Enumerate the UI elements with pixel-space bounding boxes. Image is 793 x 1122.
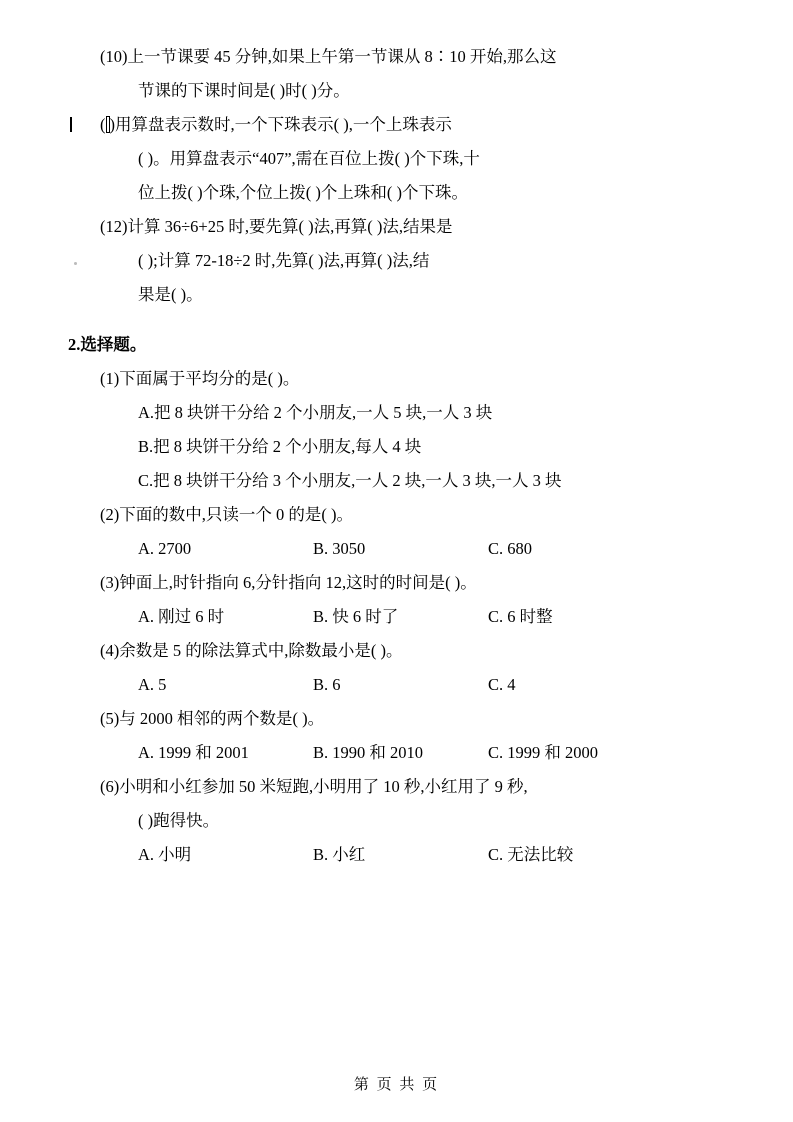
choice-item-6-label: (6) xyxy=(100,777,120,796)
choice-item-5-option-b[interactable]: B. 1990 和 2010 xyxy=(313,743,424,762)
choice-item-2-option-c[interactable]: C. 680 xyxy=(488,539,533,558)
choice-item-6 xyxy=(60,770,733,872)
choice-item-2-option-b[interactable]: B. 3050 xyxy=(313,539,366,558)
choice-item-6-option-c[interactable]: C. 无法比较 xyxy=(488,845,574,864)
choice-item-3 xyxy=(60,566,733,634)
choice-item-4-label: (4) xyxy=(100,641,120,660)
choice-item-4 xyxy=(60,634,733,702)
choice-item-2-option-a[interactable]: A. 2700 xyxy=(138,539,192,558)
section-title-text: 选择题。 xyxy=(80,335,147,354)
choice-item-1 xyxy=(60,362,733,498)
fill-item-12-label: (12) xyxy=(100,217,128,236)
choice-item-2-stem: 下面的数中,只读一个 0 的是( )。 xyxy=(119,505,353,524)
choice-item-2-options xyxy=(138,532,733,566)
fill-item-11-label: (11 ) xyxy=(32,115,115,134)
choice-item-5-option-a[interactable]: A. 1999 和 2001 xyxy=(138,743,249,762)
choice-item-1-label: (1) xyxy=(100,369,120,388)
fill-item-10-label: (10) xyxy=(100,47,128,66)
choice-item-3-option-c[interactable]: C. 6 时整 xyxy=(488,607,553,626)
choice-item-5-label: (5) xyxy=(100,709,120,728)
fill-item-12-line3: 果是( )。 xyxy=(138,285,203,304)
choice-item-4-option-c[interactable]: C. 4 xyxy=(488,675,516,694)
fill-item-12-line2: ( );计算 72-18÷2 时,先算( )法,再算( )法,结 xyxy=(138,251,430,270)
choice-item-6-stem-line1: 小明和小红参加 50 米短跑,小明用了 10 秒,小红用了 9 秒, xyxy=(119,777,528,796)
choice-item-3-stem: 钟面上,时针指向 6,分针指向 12,这时的时间是( )。 xyxy=(119,573,477,592)
choice-item-3-option-a[interactable]: A. 刚过 6 时 xyxy=(138,607,225,626)
choice-item-5-option-c[interactable]: C. 1999 和 2000 xyxy=(488,743,599,762)
page-speck xyxy=(74,262,77,265)
choice-item-6-option-a[interactable]: A. 小明 xyxy=(138,845,192,864)
choice-item-4-stem: 余数是 5 的除法算式中,除数最小是( )。 xyxy=(119,641,403,660)
fill-item-10-line2: 节课的下课时间是( )时( )分。 xyxy=(138,81,350,100)
choice-item-2 xyxy=(60,498,733,566)
choice-item-4-options xyxy=(138,668,733,702)
fill-item-10 xyxy=(60,40,733,108)
fill-item-12 xyxy=(60,210,733,312)
choice-item-2-label: (2) xyxy=(100,505,120,524)
highlighted-number-11: 11 xyxy=(106,116,110,133)
section-heading-choice xyxy=(68,328,733,362)
choice-item-3-option-b[interactable]: B. 快 6 时了 xyxy=(313,607,399,626)
choice-item-6-stem-line2: ( )跑得快。 xyxy=(138,811,220,830)
choice-item-5-options xyxy=(138,736,733,770)
choice-item-6-option-b[interactable]: B. 小红 xyxy=(313,845,366,864)
choice-item-5-stem: 与 2000 相邻的两个数是( )。 xyxy=(119,709,325,728)
fill-item-10-line1: 上一节课要 45 分钟,如果上午第一节课从 8∶10 开始,那么这 xyxy=(127,47,557,66)
page-footer: 第 页 共 页 xyxy=(353,1077,440,1093)
choice-item-1-stem: 下面属于平均分的是( )。 xyxy=(119,369,300,388)
choice-item-5 xyxy=(60,702,733,770)
section-number: 2. xyxy=(68,335,81,354)
choice-item-1-option-a[interactable]: A.把 8 块饼干分给 2 个小朋友,一人 5 块,一人 3 块 xyxy=(138,403,493,422)
choice-item-1-option-c[interactable]: C.把 8 块饼干分给 3 个小朋友,一人 2 块,一人 3 块,一人 3 块 xyxy=(138,471,562,490)
fill-item-11-line2: ( )。用算盘表示“407”,需在百位上拨( )个下珠,十 xyxy=(138,149,480,168)
choice-item-4-option-a[interactable]: A. 5 xyxy=(138,675,167,694)
choice-item-4-option-b[interactable]: B. 6 xyxy=(313,675,341,694)
fill-item-11-line3: 位上拨( )个珠,个位上拨( )个上珠和( )个下珠。 xyxy=(138,183,468,202)
fill-item-11 xyxy=(32,108,733,210)
choice-item-6-options xyxy=(138,838,733,872)
choice-item-3-label: (3) xyxy=(100,573,120,592)
fill-item-11-line1: 用算盘表示数时,一个下珠表示( ),一个上珠表示 xyxy=(115,115,452,134)
choice-item-1-option-b[interactable]: B.把 8 块饼干分给 2 个小朋友,每人 4 块 xyxy=(138,437,422,456)
fill-item-12-line1: 计算 36÷6+25 时,要先算( )法,再算( )法,结果是 xyxy=(127,217,453,236)
choice-item-3-options xyxy=(138,600,733,634)
